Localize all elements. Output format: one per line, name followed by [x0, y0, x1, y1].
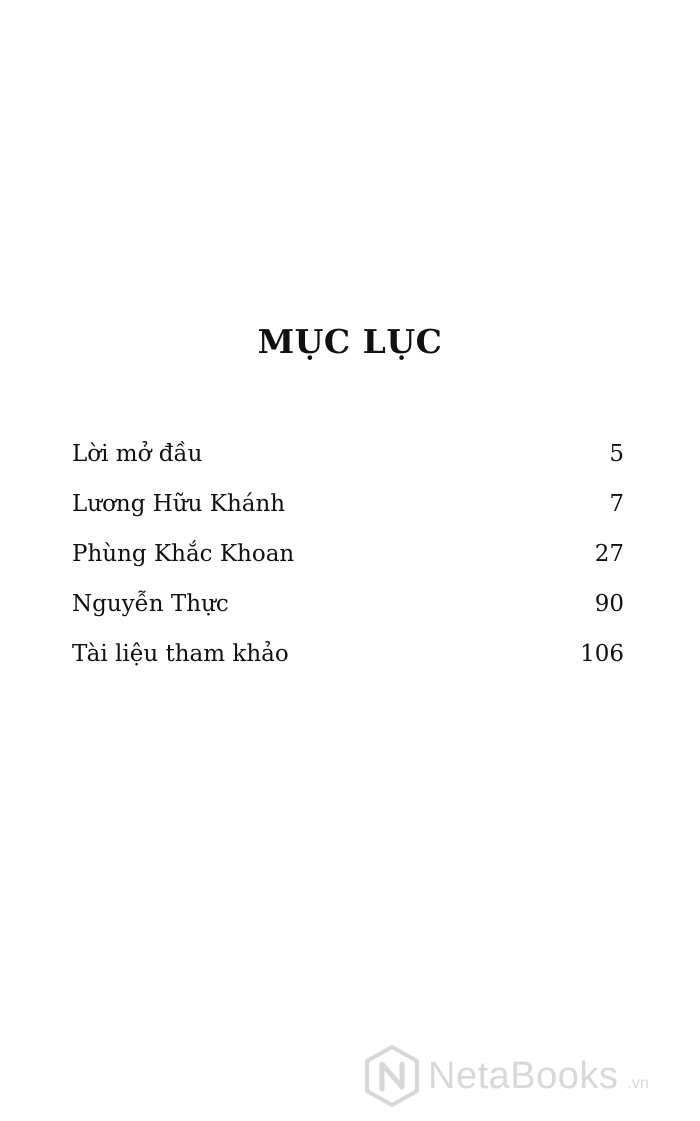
toc-entry [72, 436, 624, 486]
toc-entry [72, 586, 624, 636]
toc-entry-page: 27 [594, 541, 624, 567]
watermark-suffix: .vn [627, 1075, 649, 1092]
toc-entry-label: Lương Hữu Khánh [72, 491, 286, 517]
toc-entry-page: 90 [594, 591, 624, 617]
netabooks-logo-icon [364, 1045, 420, 1107]
toc-entry-label: Lời mở đầu [72, 441, 203, 467]
toc-list [72, 436, 624, 686]
toc-entry-label: Nguyễn Thực [72, 591, 229, 617]
toc-title: MỤC LỤC [257, 322, 443, 361]
toc-entry-label: Phùng Khắc Khoan [72, 541, 295, 567]
toc-entry-page: 7 [609, 491, 624, 517]
toc-entry-label: Tài liệu tham khảo [72, 641, 289, 667]
toc-entry-page: 106 [580, 641, 624, 667]
toc-entry-page: 5 [609, 441, 624, 467]
netabooks-watermark [364, 1045, 649, 1107]
toc-entry [72, 636, 624, 686]
toc-entry [72, 486, 624, 536]
toc-entry [72, 536, 624, 586]
watermark-brand: NetaBooks [428, 1055, 619, 1097]
